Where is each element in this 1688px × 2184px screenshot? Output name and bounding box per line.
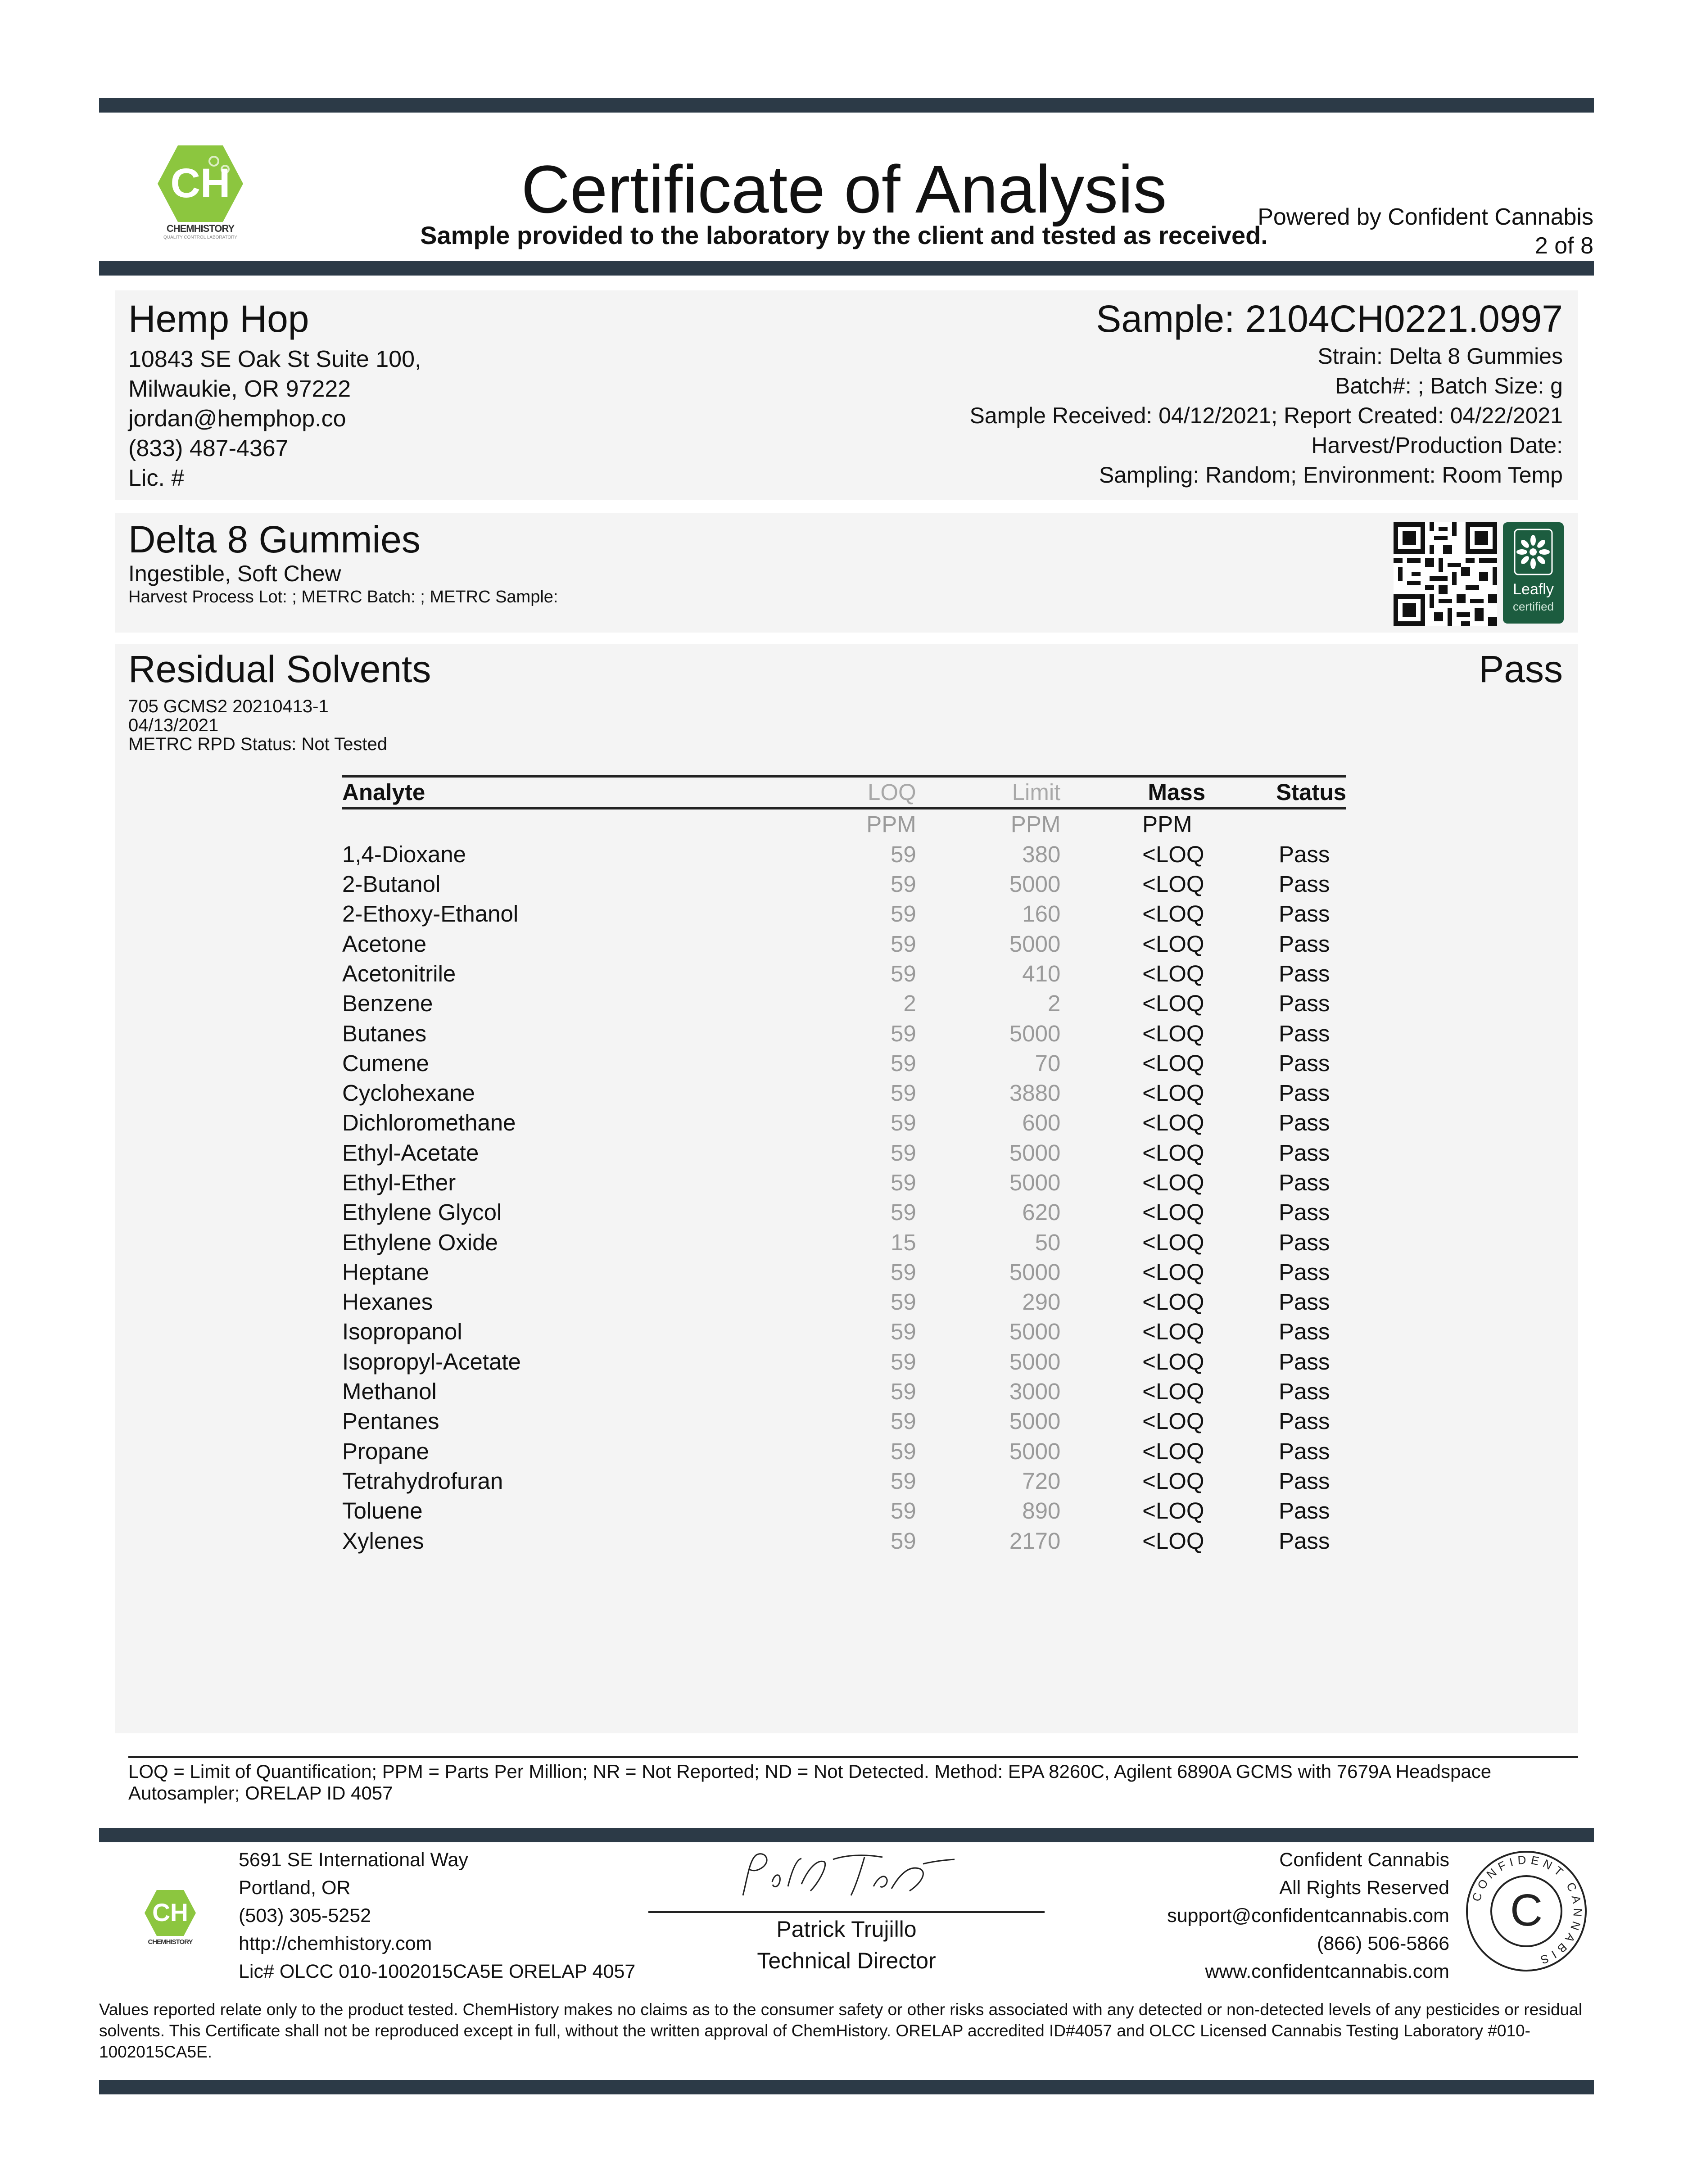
status-cell (1205, 929, 1346, 959)
status-cell-text: Pass (1279, 1289, 1330, 1315)
table-row (342, 1198, 1346, 1227)
status-cell-text: Pass (1279, 1319, 1330, 1345)
limit-cell: 5000 (1009, 1170, 1061, 1195)
confident-email[interactable]: support@confidentcannabis.com (1167, 1905, 1449, 1926)
status-cell (1205, 989, 1346, 1018)
limit-cell: 70 (1035, 1050, 1061, 1076)
limit-cell: 720 (1022, 1468, 1061, 1494)
status-cell (1205, 1466, 1346, 1496)
logo-initials: CH (170, 160, 231, 206)
table-row (342, 1257, 1346, 1287)
qr-code[interactable] (1394, 522, 1497, 626)
status-cell (1205, 1138, 1346, 1168)
limit-cell: 2 (1047, 990, 1061, 1017)
mass-cell-text: <LOQ (1142, 871, 1204, 897)
confident-website[interactable]: www.confidentcannabis.com (1205, 1961, 1449, 1982)
mass-cell (1060, 1377, 1205, 1406)
table-row (342, 1227, 1346, 1257)
loq-cell: 59 (890, 931, 916, 957)
status-cell (1205, 1437, 1346, 1466)
table-row (342, 1108, 1346, 1138)
loq-cell: 59 (890, 1498, 916, 1524)
status-cell-text: Pass (1279, 901, 1330, 927)
loq-cell: 59 (890, 1408, 916, 1434)
units-limit: PPM (1010, 811, 1061, 837)
mass-cell (1060, 1078, 1205, 1108)
limit-cell: 5000 (1009, 1139, 1061, 1166)
units-mass (1060, 809, 1205, 840)
analyte-cell: Butanes (342, 1020, 427, 1046)
table-row (342, 840, 1346, 869)
seal-text: CONFIDENT CANNABIS (1469, 1853, 1585, 1968)
seal-letter: C (1510, 1885, 1543, 1935)
mass-cell-text: <LOQ (1142, 1229, 1204, 1255)
mass-cell-text: <LOQ (1142, 1408, 1204, 1434)
loq-cell: 59 (890, 1050, 916, 1076)
mass-cell (1060, 1138, 1205, 1168)
mass-cell-text: <LOQ (1142, 1468, 1204, 1494)
product-metrc: Harvest Process Lot: ; METRC Batch: ; METRC Sample: (128, 588, 558, 606)
mass-cell-text: <LOQ (1142, 1379, 1204, 1405)
table-header-row (342, 777, 1346, 809)
section-date: 04/13/2021 (128, 715, 219, 735)
analyte-cell: 1,4-Dioxane (342, 841, 466, 867)
status-cell (1205, 959, 1346, 989)
table-row (342, 929, 1346, 959)
status-cell (1205, 869, 1346, 899)
mass-cell (1060, 1049, 1205, 1078)
client-address-1: 10843 SE Oak St Suite 100, (128, 346, 421, 372)
loq-cell: 59 (890, 1110, 916, 1136)
lab-license: Lic# OLCC 010-1002015CA5E ORELAP 4057 (239, 1961, 636, 1982)
mass-cell (1060, 1347, 1205, 1377)
lab-phone: (503) 305-5252 (239, 1905, 371, 1926)
analyte-cell: Ethylene Glycol (342, 1199, 502, 1225)
mass-cell (1060, 1406, 1205, 1436)
loq-cell: 59 (890, 1468, 916, 1494)
loq-cell: 59 (890, 1139, 916, 1166)
status-cell-text: Pass (1279, 841, 1330, 867)
limit-cell: 5000 (1009, 1020, 1061, 1046)
loq-cell: 59 (890, 1438, 916, 1464)
limit-cell: 3880 (1009, 1080, 1061, 1106)
analyte-cell: Isopropyl-Acetate (342, 1348, 521, 1375)
lab-website[interactable]: http://chemhistory.com (239, 1933, 432, 1954)
mass-cell (1060, 1108, 1205, 1138)
analyte-cell: Heptane (342, 1259, 429, 1285)
lab-address-2: Portland, OR (239, 1877, 351, 1899)
loq-cell: 59 (890, 1020, 916, 1046)
signature (729, 1841, 964, 1909)
status-cell-text: Pass (1279, 1110, 1330, 1136)
mass-cell-text: <LOQ (1142, 1319, 1204, 1345)
signatory-name: Patrick Trujillo (776, 1917, 917, 1942)
client-license: Lic. # (128, 465, 185, 491)
table-row (342, 959, 1346, 989)
analyte-cell: Cyclohexane (342, 1080, 475, 1106)
units-loq: PPM (866, 811, 916, 837)
table-row (342, 1317, 1346, 1347)
section-metrc-status: METRC RPD Status: Not Tested (128, 734, 387, 754)
status-cell-text: Pass (1279, 1020, 1330, 1046)
logo-tagline: QUALITY CONTROL LABORATORY (163, 235, 237, 240)
analyte-cell: 2-Ethoxy-Ethanol (342, 901, 519, 927)
mass-cell (1060, 929, 1205, 959)
mass-cell-text: <LOQ (1142, 1170, 1204, 1195)
mass-cell (1060, 1466, 1205, 1496)
mass-cell-text: <LOQ (1142, 1289, 1204, 1315)
loq-cell: 15 (890, 1229, 916, 1255)
mass-cell (1060, 1198, 1205, 1227)
mass-cell-text: <LOQ (1142, 841, 1204, 867)
mass-cell (1060, 1287, 1205, 1317)
loq-cell: 59 (890, 841, 916, 867)
status-cell (1205, 1018, 1346, 1048)
table-row (342, 1287, 1346, 1317)
mass-cell-text: <LOQ (1142, 1050, 1204, 1076)
footnote: LOQ = Limit of Quantification; PPM = Parts Per Million; NR = Not Reported; ND = Not Detected. Method: EPA 8260C, Agilent 6890A GCMS with 7679A Headspace Autosampler; ORELAP ID 4057 (128, 1756, 1578, 1804)
product-type: Ingestible, Soft Chew (128, 561, 341, 586)
status-cell-text: Pass (1279, 960, 1330, 986)
analyte-cell: Tetrahydrofuran (342, 1468, 503, 1494)
units-analyte (342, 809, 806, 840)
table-row (342, 869, 1346, 899)
limit-cell: 620 (1022, 1199, 1061, 1225)
header-limit: Limit (916, 777, 1061, 809)
loq-cell: 59 (890, 1199, 916, 1225)
status-cell (1205, 1227, 1346, 1257)
mass-cell-text: <LOQ (1142, 1438, 1204, 1464)
mass-cell (1060, 1227, 1205, 1257)
mass-cell (1060, 1496, 1205, 1526)
footer-logo-brand: CHEMHISTORY (148, 1938, 193, 1946)
mass-cell-text: <LOQ (1142, 1498, 1204, 1524)
loq-cell: 59 (890, 1379, 916, 1405)
limit-cell: 5000 (1009, 871, 1061, 897)
units-mass-text: PPM (1142, 811, 1192, 837)
status-cell (1205, 1406, 1346, 1436)
mass-cell-text: <LOQ (1142, 1139, 1204, 1166)
mass-cell (1060, 1437, 1205, 1466)
header-mass: Mass (1060, 777, 1205, 809)
confident-cannabis-seal (1463, 1848, 1589, 1974)
confident-phone: (866) 506-5866 (1317, 1933, 1449, 1954)
signature-line (648, 1911, 1045, 1913)
status-cell-text: Pass (1279, 990, 1330, 1017)
mass-cell-text: <LOQ (1142, 1020, 1204, 1046)
mass-cell-text: <LOQ (1142, 1080, 1204, 1106)
logo-brand: CHEMHISTORY (166, 223, 235, 234)
mass-cell-text: <LOQ (1142, 1348, 1204, 1375)
status-cell (1205, 1078, 1346, 1108)
signatory-title: Technical Director (757, 1948, 936, 1973)
limit-cell: 600 (1022, 1110, 1061, 1136)
client-email: jordan@hemphop.co (128, 406, 346, 432)
table-row (342, 1526, 1346, 1555)
limit-cell: 410 (1022, 960, 1061, 986)
confident-name: Confident Cannabis (1279, 1849, 1449, 1871)
status-cell (1205, 1347, 1346, 1377)
table-row (342, 1018, 1346, 1048)
sample-details (969, 341, 1563, 490)
signatory (648, 1913, 1045, 1976)
mass-cell-text: <LOQ (1142, 931, 1204, 957)
loq-cell: 59 (890, 871, 916, 897)
confident-rights: All Rights Reserved (1279, 1877, 1449, 1899)
status-cell (1205, 840, 1346, 869)
status-cell (1205, 1526, 1346, 1555)
table-row (342, 1437, 1346, 1466)
sample-strain: Strain: Delta 8 Gummies (1317, 344, 1563, 369)
analyte-cell: Ethylene Oxide (342, 1229, 498, 1255)
loq-cell: 59 (890, 960, 916, 986)
analyte-cell: 2-Butanol (342, 871, 441, 897)
status-cell-text: Pass (1279, 1379, 1330, 1405)
table-row (342, 1496, 1346, 1526)
status-cell (1205, 1168, 1346, 1198)
chemhistory-footer-logo (143, 1889, 197, 1937)
status-cell-text: Pass (1279, 1498, 1330, 1524)
loq-cell: 59 (890, 901, 916, 927)
analyte-cell: Cumene (342, 1050, 429, 1076)
status-cell-text: Pass (1279, 1050, 1330, 1076)
mass-cell (1060, 899, 1205, 929)
status-cell (1205, 1287, 1346, 1317)
status-cell-text: Pass (1279, 1229, 1330, 1255)
mass-cell-text: <LOQ (1142, 1528, 1204, 1554)
analyte-cell: Toluene (342, 1498, 423, 1524)
table-body (342, 809, 1346, 1556)
mass-cell (1060, 1018, 1205, 1048)
status-cell-text: Pass (1279, 1139, 1330, 1166)
sample-dates: Sample Received: 04/12/2021; Report Created: 04/22/2021 (969, 403, 1563, 428)
mass-cell-text: <LOQ (1142, 1259, 1204, 1285)
leafly-certified: certified (1512, 600, 1554, 613)
analyte-cell: Acetonitrile (342, 960, 456, 986)
loq-cell: 2 (903, 990, 916, 1017)
mass-cell (1060, 1526, 1205, 1555)
analyte-cell: Dichloromethane (342, 1110, 516, 1136)
limit-cell: 5000 (1009, 1408, 1061, 1434)
units-row (342, 809, 1346, 840)
header-loq: LOQ (806, 777, 916, 809)
limit-cell: 160 (1022, 901, 1061, 927)
table-row (342, 1406, 1346, 1436)
powered-by-text: Powered by Confident Cannabis (1258, 204, 1593, 230)
analyte-cell: Ethyl-Ether (342, 1170, 456, 1195)
limit-cell: 890 (1022, 1498, 1061, 1524)
header-status: Status (1205, 777, 1346, 809)
client-details (128, 344, 421, 493)
mass-cell (1060, 869, 1205, 899)
status-cell (1205, 1496, 1346, 1526)
product-name: Delta 8 Gummies (128, 518, 421, 561)
status-cell (1205, 899, 1346, 929)
page-number: 2 of 8 (1534, 233, 1593, 259)
status-cell-text: Pass (1279, 1348, 1330, 1375)
limit-cell: 5000 (1009, 1259, 1061, 1285)
limit-cell: 5000 (1009, 1348, 1061, 1375)
powered-by (1258, 203, 1593, 260)
section-result: Pass (1479, 648, 1563, 690)
top-bar (99, 98, 1594, 113)
mass-cell (1060, 1317, 1205, 1347)
sample-harvest: Harvest/Production Date: (1311, 433, 1563, 458)
loq-cell: 59 (890, 1080, 916, 1106)
section-method-id: 705 GCMS2 20210413-1 (128, 696, 329, 716)
units-status (1205, 809, 1346, 840)
status-cell-text: Pass (1279, 1468, 1330, 1494)
loq-cell: 59 (890, 1259, 916, 1285)
table-row (342, 1138, 1346, 1168)
mass-cell (1060, 959, 1205, 989)
leafly-label: Leafly (1513, 581, 1554, 598)
table-row (342, 1168, 1346, 1198)
client-phone: (833) 487-4367 (128, 435, 289, 461)
status-cell-text: Pass (1279, 1438, 1330, 1464)
analyte-cell: Propane (342, 1438, 429, 1464)
section-meta (128, 697, 387, 754)
mass-cell-text: <LOQ (1142, 960, 1204, 986)
mass-cell-text: <LOQ (1142, 901, 1204, 927)
footer-bar-top (99, 1828, 1594, 1842)
page-title: Certificate of Analysis (521, 151, 1167, 227)
loq-cell: 59 (890, 1348, 916, 1375)
confident-contact (1167, 1846, 1449, 1985)
limit-cell: 380 (1022, 841, 1061, 867)
limit-cell: 2170 (1009, 1528, 1061, 1554)
analyte-cell: Methanol (342, 1379, 437, 1405)
disclaimer: Values reported relate only to the product tested. ChemHistory makes no claims as to the consumer safety or other risks associated with any detected or non-detected levels of any pesticides or residual solvents. This Certificate shall not be reproduced except in full, without the written approval of ChemHistory. ORELAP accredited ID#4057 and OLCC Licensed Cannabis Testing Laboratory #010-1002015CA5E. (99, 2000, 1582, 2061)
loq-cell: 59 (890, 1319, 916, 1345)
mass-cell-text: <LOQ (1142, 990, 1204, 1017)
analyte-cell: Hexanes (342, 1289, 433, 1315)
mass-cell (1060, 1257, 1205, 1287)
table-row (342, 1347, 1346, 1377)
analyte-cell: Xylenes (342, 1528, 424, 1554)
client-address-2: Milwaukie, OR 97222 (128, 376, 351, 402)
mass-cell (1060, 989, 1205, 1018)
status-cell (1205, 1198, 1346, 1227)
limit-cell: 5000 (1009, 1438, 1061, 1464)
sample-sampling: Sampling: Random; Environment: Room Temp (1099, 462, 1563, 488)
mass-cell (1060, 840, 1205, 869)
header-bar (99, 261, 1594, 276)
table-row (342, 899, 1346, 929)
sample-id: Sample: 2104CH0221.0997 (1096, 298, 1563, 340)
limit-cell: 5000 (1009, 1319, 1061, 1345)
footer-logo-initials: CH (152, 1899, 188, 1926)
analyte-cell: Benzene (342, 990, 433, 1017)
status-cell (1205, 1257, 1346, 1287)
section-title: Residual Solvents (128, 648, 431, 690)
leafly-badge[interactable] (1503, 522, 1564, 624)
table-row (342, 1078, 1346, 1108)
table-row (342, 1377, 1346, 1406)
status-cell-text: Pass (1279, 871, 1330, 897)
limit-cell: 50 (1035, 1229, 1061, 1255)
lab-address-1: 5691 SE International Way (239, 1849, 468, 1871)
status-cell (1205, 1108, 1346, 1138)
results-table (342, 775, 1346, 1556)
table-row (342, 1049, 1346, 1078)
loq-cell: 59 (890, 1528, 916, 1554)
status-cell-text: Pass (1279, 1170, 1330, 1195)
leafly-leaf-icon (1513, 528, 1554, 577)
status-cell (1205, 1377, 1346, 1406)
status-cell-text: Pass (1279, 1199, 1330, 1225)
status-cell-text: Pass (1279, 1408, 1330, 1434)
table-row (342, 989, 1346, 1018)
loq-cell: 59 (890, 1289, 916, 1315)
bottom-bar (99, 2080, 1594, 2094)
analyte-cell: Ethyl-Acetate (342, 1139, 479, 1166)
status-cell (1205, 1317, 1346, 1347)
mass-cell-text: <LOQ (1142, 1110, 1204, 1136)
client-name: Hemp Hop (128, 298, 309, 340)
sample-batch: Batch#: ; Batch Size: g (1335, 373, 1563, 398)
analyte-cell: Acetone (342, 931, 427, 957)
analyte-cell: Pentanes (342, 1408, 439, 1434)
limit-cell: 5000 (1009, 931, 1061, 957)
limit-cell: 3000 (1009, 1379, 1061, 1405)
status-cell-text: Pass (1279, 1528, 1330, 1554)
analyte-cell: Isopropanol (342, 1319, 462, 1345)
status-cell-text: Pass (1279, 931, 1330, 957)
header-analyte: Analyte (342, 777, 806, 809)
page-subtitle: Sample provided to the laboratory by the client and tested as received. (420, 221, 1268, 249)
lab-address (239, 1846, 635, 1985)
mass-cell-text: <LOQ (1142, 1199, 1204, 1225)
status-cell-text: Pass (1279, 1080, 1330, 1106)
limit-cell: 290 (1022, 1289, 1061, 1315)
mass-cell (1060, 1168, 1205, 1198)
loq-cell: 59 (890, 1170, 916, 1195)
status-cell (1205, 1049, 1346, 1078)
table-row (342, 1466, 1346, 1496)
status-cell-text: Pass (1279, 1259, 1330, 1285)
